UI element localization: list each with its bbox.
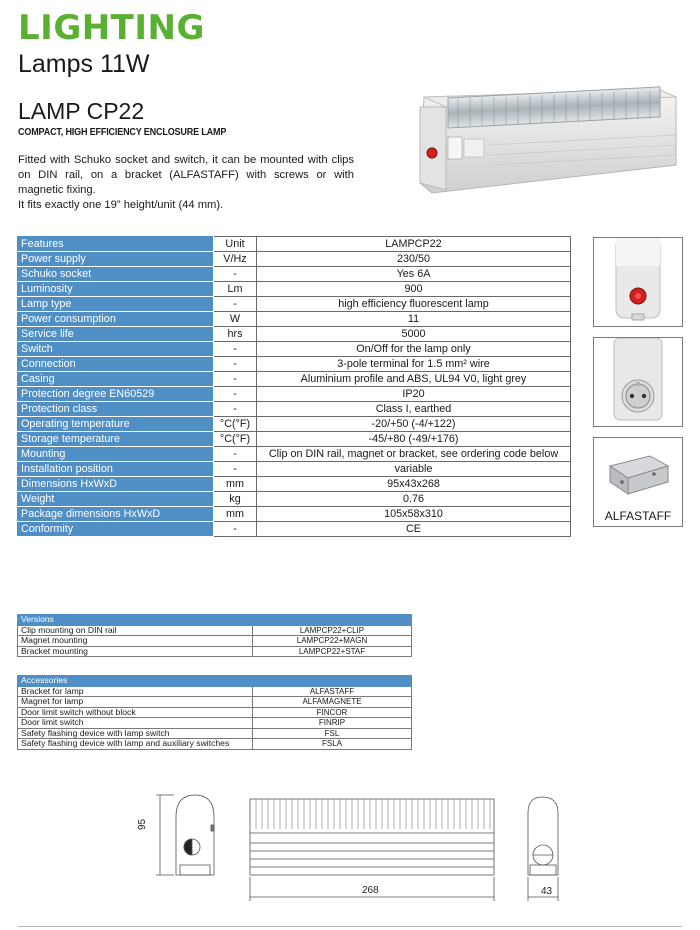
table-row bbox=[18, 357, 571, 372]
unit-cell: kg bbox=[214, 492, 257, 507]
table-row bbox=[18, 477, 571, 492]
switch-detail-image bbox=[593, 237, 683, 327]
product-description bbox=[18, 153, 354, 213]
feature-cell: Power supply bbox=[18, 252, 214, 267]
unit-cell: W bbox=[214, 312, 257, 327]
table-row bbox=[18, 312, 571, 327]
table-row bbox=[18, 447, 571, 462]
feature-cell: Features bbox=[18, 237, 214, 252]
table-row bbox=[18, 728, 412, 739]
front-view bbox=[250, 799, 494, 875]
table-row bbox=[18, 327, 571, 342]
side-view-left bbox=[176, 795, 214, 875]
product-subtitle: COMPACT, HIGH EFFICIENCY ENCLOSURE LAMP bbox=[18, 126, 227, 138]
value-cell: 5000 bbox=[257, 327, 571, 342]
side-view-right bbox=[528, 797, 558, 875]
feature-cell: Schuko socket bbox=[18, 267, 214, 282]
feature-cell: Weight bbox=[18, 492, 214, 507]
value-cell: 11 bbox=[257, 312, 571, 327]
unit-cell: - bbox=[214, 372, 257, 387]
alfastaff-label: ALFASTAFF bbox=[604, 509, 672, 523]
value-cell: variable bbox=[257, 462, 571, 477]
depth-dimension-label: 43 bbox=[541, 886, 553, 897]
feature-cell: Package dimensions HxWxD bbox=[18, 507, 214, 522]
version-name: Clip mounting on DIN rail bbox=[18, 625, 253, 636]
value-cell: LAMPCP22 bbox=[257, 237, 571, 252]
versions-heading: Versions bbox=[18, 615, 412, 626]
feature-cell: Operating temperature bbox=[18, 417, 214, 432]
table-row bbox=[18, 297, 571, 312]
table-row bbox=[18, 372, 571, 387]
unit-cell: - bbox=[214, 402, 257, 417]
lamp-product-image bbox=[410, 85, 690, 200]
accessory-name: Magnet for lamp bbox=[18, 697, 253, 708]
unit-cell: - bbox=[214, 267, 257, 282]
table-header-row bbox=[18, 676, 412, 687]
table-row bbox=[18, 492, 571, 507]
side-view-base bbox=[180, 865, 210, 875]
unit-cell: Unit bbox=[214, 237, 257, 252]
accessory-code: FINCOR bbox=[253, 707, 412, 718]
accessories-heading: Accessories bbox=[18, 676, 412, 687]
feature-cell: Mounting bbox=[18, 447, 214, 462]
value-cell: 900 bbox=[257, 282, 571, 297]
feature-cell: Protection degree EN60529 bbox=[18, 387, 214, 402]
brand-heading: LIGHTING bbox=[18, 8, 205, 48]
feature-cell: Casing bbox=[18, 372, 214, 387]
version-code: LAMPCP22+STAF bbox=[253, 646, 412, 657]
table-row bbox=[18, 625, 412, 636]
table-row bbox=[18, 522, 571, 537]
table-row bbox=[18, 267, 571, 282]
accessory-code: FINRIP bbox=[253, 718, 412, 729]
accessory-code: ALFASTAFF bbox=[253, 686, 412, 697]
vent-slats bbox=[256, 799, 490, 829]
unit-cell: - bbox=[214, 297, 257, 312]
accessory-name: Door limit switch bbox=[18, 718, 253, 729]
switch-closeup-icon bbox=[594, 238, 682, 326]
feature-cell: Dimensions HxWxD bbox=[18, 477, 214, 492]
accessory-name: Safety flashing device with lamp and auxiliary switches bbox=[18, 739, 253, 750]
alfastaff-bracket-image bbox=[593, 437, 683, 527]
version-name: Magnet mounting bbox=[18, 636, 253, 647]
table-row bbox=[18, 432, 571, 447]
feature-cell: Switch bbox=[18, 342, 214, 357]
versions-table bbox=[17, 614, 412, 657]
accessory-name: Bracket for lamp bbox=[18, 686, 253, 697]
value-cell: CE bbox=[257, 522, 571, 537]
feature-cell: Conformity bbox=[18, 522, 214, 537]
table-row bbox=[18, 282, 571, 297]
width-dimension-label: 268 bbox=[362, 885, 379, 896]
value-cell: 0.76 bbox=[257, 492, 571, 507]
version-name: Bracket mounting bbox=[18, 646, 253, 657]
footer-divider bbox=[18, 926, 682, 927]
version-code: LAMPCP22+MAGN bbox=[253, 636, 412, 647]
table-row bbox=[18, 507, 571, 522]
value-cell: Aluminium profile and ABS, UL94 V0, light grey bbox=[257, 372, 571, 387]
unit-cell: °C(°F) bbox=[214, 432, 257, 447]
table-row bbox=[18, 686, 412, 697]
description-paragraph: It fits exactly one 19” height/unit (44 mm). bbox=[18, 199, 224, 211]
table-row bbox=[18, 697, 412, 708]
value-cell: 95x43x268 bbox=[257, 477, 571, 492]
table-row bbox=[18, 342, 571, 357]
unit-cell: V/Hz bbox=[214, 252, 257, 267]
feature-cell: Luminosity bbox=[18, 282, 214, 297]
value-cell: On/Off for the lamp only bbox=[257, 342, 571, 357]
table-header-row bbox=[18, 615, 412, 626]
value-cell: 3-pole terminal for 1.5 mm² wire bbox=[257, 357, 571, 372]
table-row bbox=[18, 462, 571, 477]
unit-cell: Lm bbox=[214, 282, 257, 297]
unit-cell: - bbox=[214, 447, 257, 462]
value-cell: Yes 6A bbox=[257, 267, 571, 282]
table-row bbox=[18, 387, 571, 402]
value-cell: IP20 bbox=[257, 387, 571, 402]
unit-cell: mm bbox=[214, 477, 257, 492]
value-cell: high efficiency fluorescent lamp bbox=[257, 297, 571, 312]
bracket-icon bbox=[594, 438, 682, 504]
table-row bbox=[18, 739, 412, 750]
socket-detail-image bbox=[593, 337, 683, 427]
feature-cell: Service life bbox=[18, 327, 214, 342]
version-code: LAMPCP22+CLIP bbox=[253, 625, 412, 636]
unit-cell: - bbox=[214, 357, 257, 372]
accessory-code: FSL bbox=[253, 728, 412, 739]
accessory-name: Door limit switch without block bbox=[18, 707, 253, 718]
unit-cell: - bbox=[214, 342, 257, 357]
unit-cell: - bbox=[214, 522, 257, 537]
unit-cell: - bbox=[214, 462, 257, 477]
table-row bbox=[18, 417, 571, 432]
accessories-table bbox=[17, 675, 412, 750]
product-title: LAMP CP22 bbox=[18, 98, 145, 124]
table-row bbox=[18, 636, 412, 647]
height-dimension-label: 95 bbox=[137, 818, 148, 830]
unit-cell: °C(°F) bbox=[214, 417, 257, 432]
accessory-name: Safety flashing device with lamp switch bbox=[18, 728, 253, 739]
accessory-code: FSLA bbox=[253, 739, 412, 750]
technical-drawing bbox=[140, 785, 580, 910]
feature-cell: Installation position bbox=[18, 462, 214, 477]
unit-cell: mm bbox=[214, 507, 257, 522]
feature-cell: Lamp type bbox=[18, 297, 214, 312]
unit-cell: - bbox=[214, 387, 257, 402]
feature-cell: Storage temperature bbox=[18, 432, 214, 447]
specifications-table bbox=[17, 236, 571, 537]
category-heading: Lamps 11W bbox=[18, 50, 150, 78]
unit-cell: hrs bbox=[214, 327, 257, 342]
accessory-code: ALFAMAGNETE bbox=[253, 697, 412, 708]
value-cell: -20/+50 (-4/+122) bbox=[257, 417, 571, 432]
value-cell: Clip on DIN rail, magnet or bracket, see ordering code below bbox=[257, 447, 571, 462]
value-cell: 230/50 bbox=[257, 252, 571, 267]
table-row bbox=[18, 252, 571, 267]
description-paragraph: Fitted with Schuko socket and switch, it can be mounted with clips on DIN rail, on a bracket (ALFASTAFF) with screws or with magnetic fixing. bbox=[18, 154, 354, 196]
table-row bbox=[18, 646, 412, 657]
feature-cell: Power consumption bbox=[18, 312, 214, 327]
feature-cell: Protection class bbox=[18, 402, 214, 417]
table-row bbox=[18, 402, 571, 417]
value-cell: -45/+80 (-49/+176) bbox=[257, 432, 571, 447]
table-row bbox=[18, 707, 412, 718]
socket-closeup-icon bbox=[594, 338, 682, 426]
table-row bbox=[18, 718, 412, 729]
table-row bbox=[18, 237, 571, 252]
value-cell: 105x58x310 bbox=[257, 507, 571, 522]
feature-cell: Connection bbox=[18, 357, 214, 372]
value-cell: Class I, earthed bbox=[257, 402, 571, 417]
